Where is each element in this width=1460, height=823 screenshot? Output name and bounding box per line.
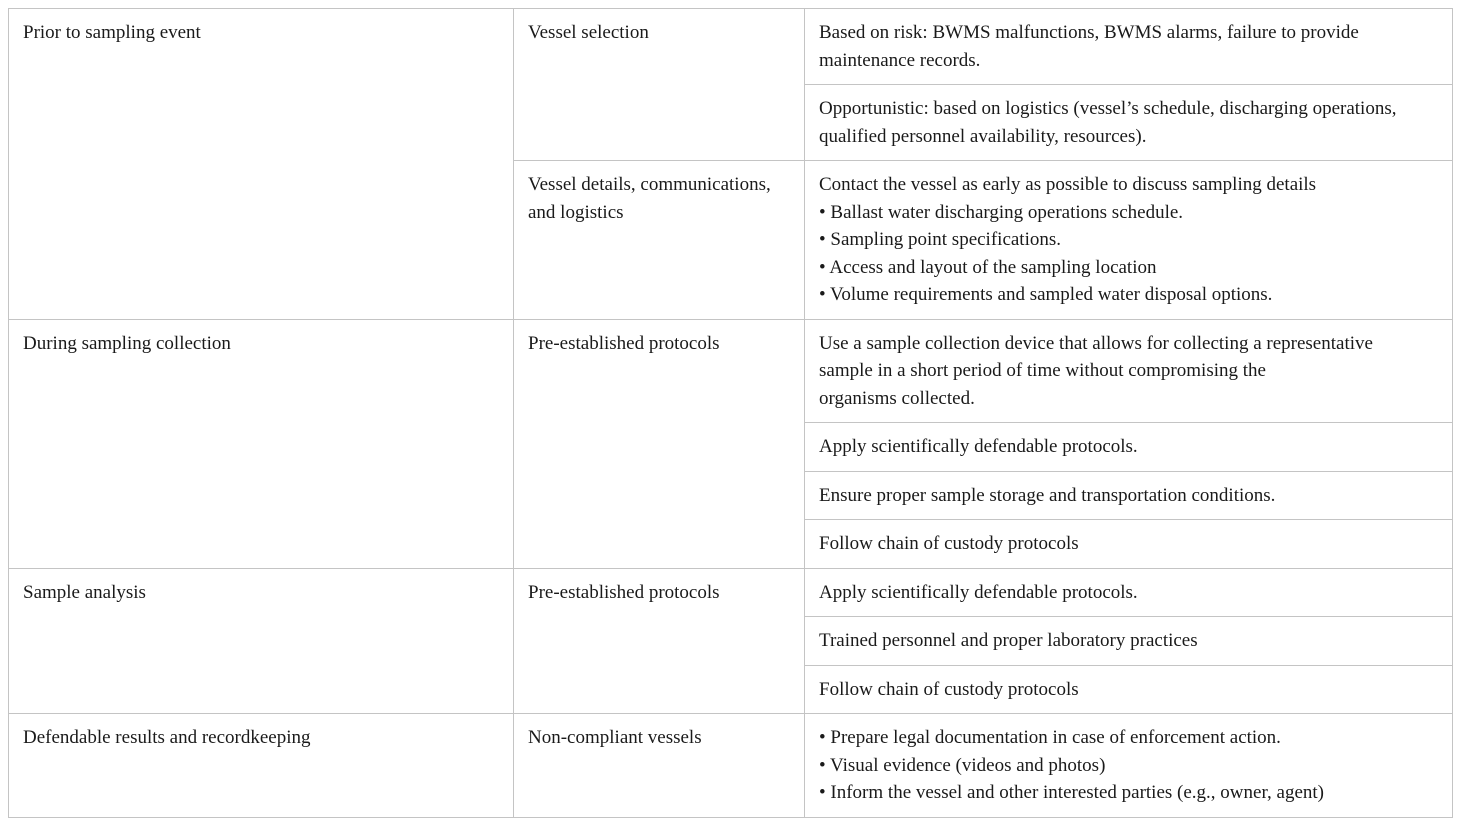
- cell-text-line: • Sampling point specifications.: [819, 229, 1062, 250]
- table-row: [9, 714, 1453, 818]
- cell-text-line: Pre-established protocols: [528, 581, 720, 603]
- cell-text-line: Follow chain of custody protocols: [819, 678, 1079, 700]
- cell-text-line: qualified personnel availability, resources).: [819, 125, 1147, 147]
- guideline-cell: [805, 568, 1453, 617]
- guideline-cell: [805, 471, 1453, 520]
- cell-text-line: • Visual evidence (videos and photos): [819, 754, 1106, 776]
- guideline-cell: [805, 319, 1453, 423]
- cell-text-line: Vessel details, communications,: [528, 174, 771, 195]
- cell-text-line: Non-compliant vessels: [528, 727, 702, 748]
- stage-cell: [9, 9, 514, 320]
- cell-text-line: Contact the vessel as early as possible to discuss sampling details: [819, 174, 1317, 195]
- category-cell: [514, 568, 805, 714]
- cell-text-line: Vessel selection: [528, 22, 649, 43]
- cell-text-line: Use a sample collection device that allows for collecting a representative: [819, 332, 1373, 354]
- cell-text-line: • Volume requirements and sampled water disposal options.: [819, 284, 1273, 305]
- cell-text-line: Apply scientifically defendable protocols.: [819, 436, 1138, 457]
- cell-text-line: Follow chain of custody protocols: [819, 533, 1079, 554]
- category-cell: [514, 714, 805, 818]
- cell-text-line: • Prepare legal documentation in case of enforcement action.: [819, 727, 1281, 748]
- cell-text-line: organisms collected.: [819, 387, 975, 409]
- table-row: [9, 568, 1453, 617]
- category-cell: [514, 9, 805, 161]
- guideline-cell: [805, 423, 1453, 472]
- category-cell: [514, 161, 805, 320]
- stage-label: Defendable results and recordkeeping: [23, 727, 311, 748]
- table-body: [9, 9, 1453, 818]
- cell-text-line: • Ballast water discharging operations schedule.: [819, 201, 1184, 223]
- guideline-cell: [805, 520, 1453, 569]
- guideline-cell: [805, 665, 1453, 714]
- cell-text-line: • Inform the vessel and other interested parties (e.g., owner, agent): [819, 782, 1324, 803]
- cell-text-line: Opportunistic: based on logistics (vessel’s schedule, discharging operations,: [819, 98, 1397, 119]
- stage-label: Sample analysis: [23, 581, 146, 603]
- stage-label: During sampling collection: [23, 332, 231, 354]
- stage-cell: [9, 568, 514, 714]
- guideline-cell: [805, 85, 1453, 161]
- cell-text-line: Trained personnel and proper laboratory practices: [819, 630, 1198, 651]
- table-row: [9, 9, 1453, 85]
- cell-text-line: Ensure proper sample storage and transportation conditions.: [819, 484, 1276, 506]
- cell-text-line: maintenance records.: [819, 49, 981, 71]
- guideline-cell: [805, 617, 1453, 666]
- cell-text-line: • Access and layout of the sampling location: [819, 256, 1157, 278]
- cell-text-line: Pre-established protocols: [528, 332, 720, 354]
- table-row: [9, 319, 1453, 423]
- guideline-cell: [805, 161, 1453, 320]
- cell-text-line: Apply scientifically defendable protocols.: [819, 581, 1138, 603]
- guideline-cell: [805, 9, 1453, 85]
- stage-cell: [9, 714, 514, 818]
- cell-text-line: Based on risk: BWMS malfunctions, BWMS alarms, failure to provide: [819, 22, 1359, 43]
- guideline-cell: [805, 714, 1453, 818]
- stage-label: Prior to sampling event: [23, 22, 201, 43]
- sampling-guidelines-table: [8, 8, 1453, 818]
- cell-text-line: sample in a short period of time without compromising the: [819, 360, 1266, 381]
- cell-text-line: and logistics: [528, 201, 624, 223]
- stage-cell: [9, 319, 514, 568]
- category-cell: [514, 319, 805, 568]
